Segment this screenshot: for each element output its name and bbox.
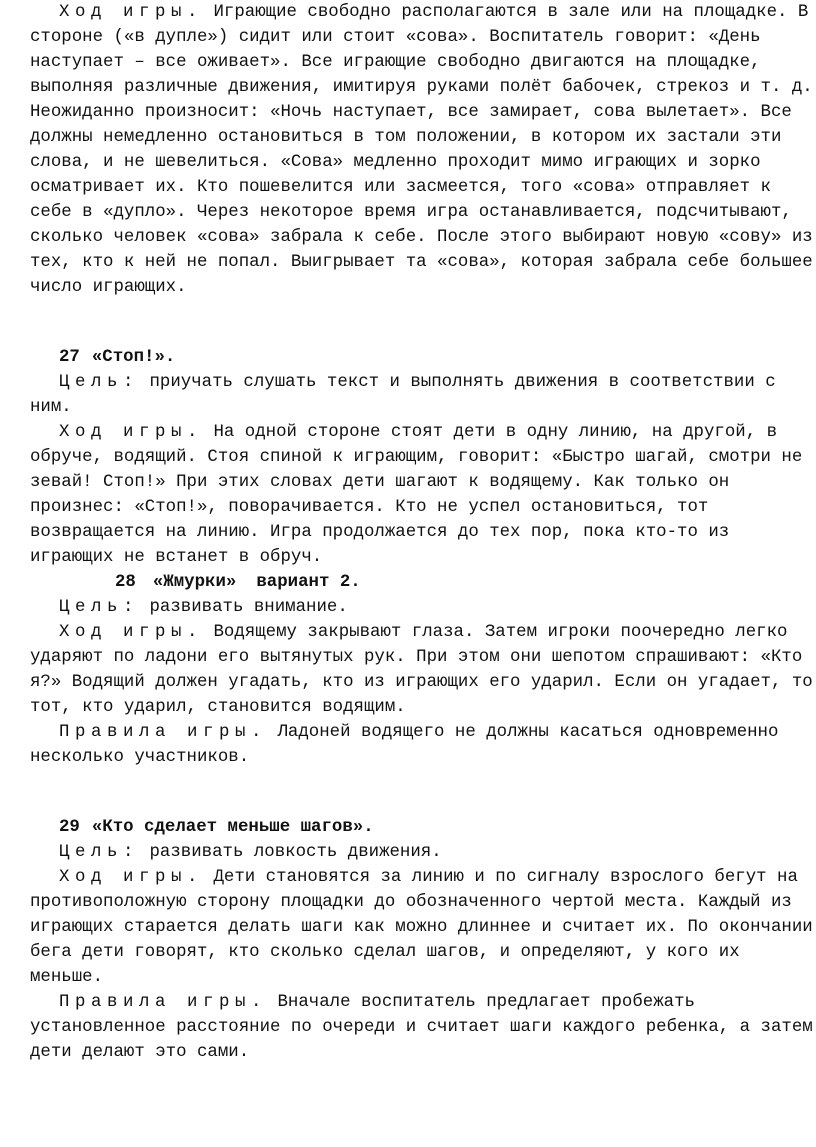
- game28-goal-label: Цель:: [59, 598, 140, 617]
- game27-process-text: На одной стороне стоят дети в одну линию, на другой, в обруче, водящий. Стоя спиной к играющим, говорит: «Быстро шагай, смотри не зевай! Стоп!» При этих словах дети шагают к водящему. Как только он произнес: «Стоп!», поворачивается. Кто не успел остановиться, тот возвращается на линию. Игра продолжается до тех пор, пока кто-то из играющих не встанет в обруч.: [30, 423, 803, 567]
- game28-heading: [30, 570, 814, 595]
- game28-rules: [30, 720, 814, 770]
- game29-goal: [30, 840, 814, 865]
- game29-rules-text: Вначале воспитатель предлагает пробежать установленное расстояние по очереди и считает шаги каждого ребенка, а затем дети делают это сами.: [30, 993, 813, 1062]
- game29-number: 29: [59, 818, 80, 837]
- game27-goal-text: приучать слушать текст и выполнять движения в соответствии с ним.: [30, 373, 776, 417]
- game27-goal: [30, 370, 814, 420]
- game29-goal-label: Цель:: [59, 843, 140, 862]
- game28-variant: вариант 2.: [256, 573, 361, 592]
- intro-text: Играющие свободно располагаются в зале или на площадке. В стороне («в дупле») сидит или стоит «сова». Воспитатель говорит: «День наступает – все оживает». Все играющие свободно двигаются на площадке, выполняя различные движения, имитируя руками полёт бабочек, стрекоз и т. д. Неожиданно произносит: «Ночь наступает, все замирает, сова вылетает». Все должны немедленно остановиться в том положении, в котором их застали эти слова, и не шевелиться. «Сова» медленно проходит мимо играющих и зорко осматривает их. Кто пошевелится или засмеется, того «сова» отправляет к себе в «дупло». Через некоторое время игра останавливается, подсчитывают, сколько человек «сова» забрала к себе. После этого выбирают новую «сову» из тех, кто к ней не попал. Выигрывает та «сова», которая забрала себе большее число играющих.: [30, 3, 813, 297]
- game28-goal: [30, 595, 814, 620]
- game28-rules-label: Правила игры.: [59, 723, 268, 742]
- game28-process-text: Водящему закрывают глаза. Затем игроки поочередно легко ударяют по ладони его вытянутых рук. При этом они шепотом спрашивают: «Кто я?» Водящий должен угадать, кто из играющих его ударил. Если он угадает, то тот, кто ударил, становится водящим.: [30, 623, 813, 717]
- game27-goal-label: Цель:: [59, 373, 140, 392]
- game29-process: [30, 865, 814, 990]
- document-page: [30, 0, 814, 1065]
- game29-rules-label: Правила игры.: [59, 993, 268, 1012]
- game29-process-label: Ход игры.: [59, 868, 204, 887]
- game27-process-label: Ход игры.: [59, 423, 204, 442]
- game28-process-label: Ход игры.: [59, 623, 204, 642]
- game29-title: «Кто сделает меньше шагов».: [91, 818, 374, 837]
- spacer: [30, 770, 814, 815]
- spacer: [30, 300, 814, 345]
- game28-number: 28: [115, 573, 136, 592]
- game27-heading: [30, 345, 814, 370]
- game27-title: «Стоп!».: [91, 348, 176, 367]
- game27-number: 27: [59, 348, 80, 367]
- intro-label: Ход игры.: [59, 3, 204, 22]
- game28-process: [30, 620, 814, 720]
- intro-paragraph: [30, 0, 814, 300]
- game29-process-text: Дети становятся за линию и по сигналу взрослого бегут на противоположную сторону площадки до обозначенного чертой места. Каждый из играющих старается делать шаги как можно длиннее и считает их. По окончании бега дети говорят, кто сколько сделал шагов, и определяют, у кого их меньше.: [30, 868, 813, 987]
- game28-rules-text: Ладоней водящего не должны касаться одновременно несколько участников.: [30, 723, 779, 767]
- game27-process: [30, 420, 814, 570]
- game29-rules: [30, 990, 814, 1065]
- game29-goal-text: развивать ловкость движения.: [149, 843, 442, 862]
- game29-heading: [30, 815, 814, 840]
- game28-goal-text: развивать внимание.: [149, 598, 348, 617]
- game28-title: «Жмурки»: [152, 573, 237, 592]
